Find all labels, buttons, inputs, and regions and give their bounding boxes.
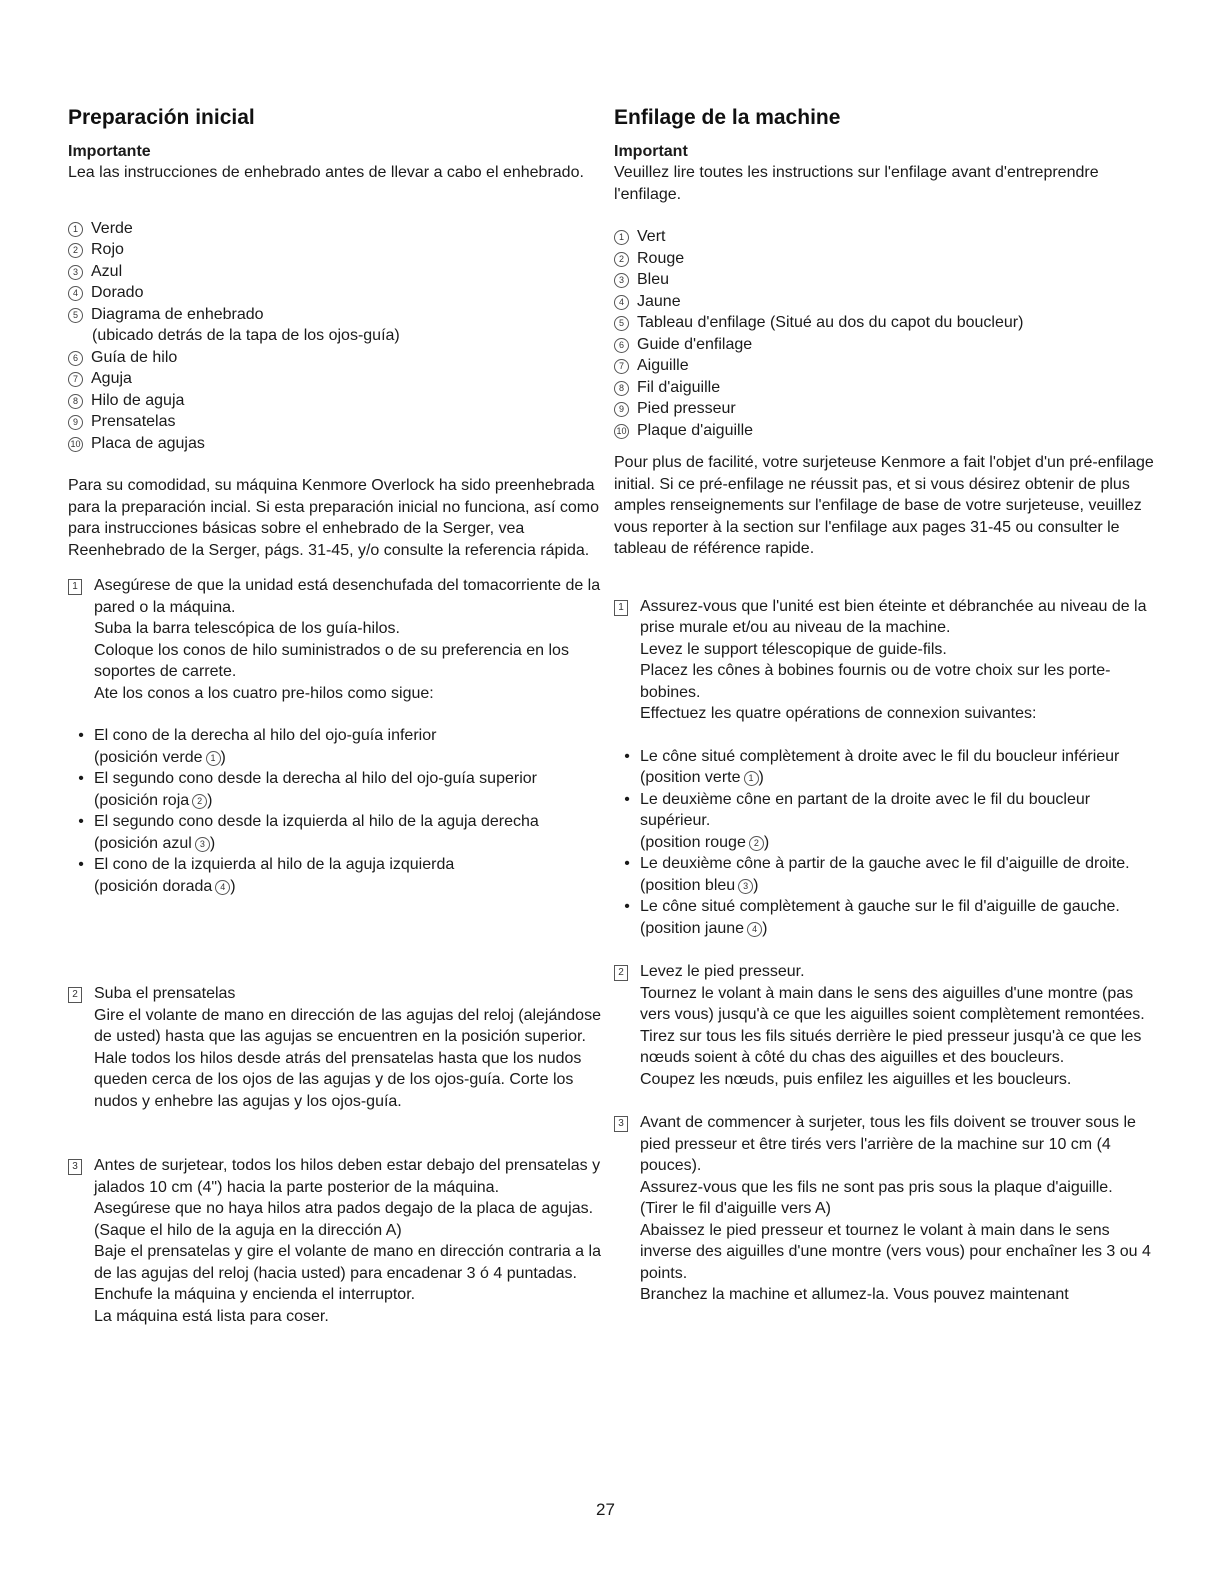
step-2-es: 2 Suba el prensatelas Gire el volante de mano en dirección de las agujas del reloj (alejándose de usted) hasta que las agujas se encuentren en la posición superior. Hale todos los hilos desde atrás del prensatelas hasta que los nudos queden cerca de los ojos de las agujas y de los ojos-guía. Corte los nudos y enhebre las agujas y los ojos-guía.: [68, 983, 613, 1112]
page-number: 27: [596, 1500, 615, 1519]
circled-number-icon: 2: [68, 243, 83, 258]
legend-item: 5 Tableau d'enfilage (Situé au dos du capot du boucleur): [614, 312, 1154, 334]
legend-item: 9 Pied presseur: [614, 398, 1154, 420]
list-item: • El cono de la derecha al hilo del ojo-guía inferior (posición verde 1 ): [78, 727, 437, 766]
legend-item: 4 Jaune: [614, 291, 1154, 313]
legend-item: 1 Vert: [614, 226, 1154, 248]
important-label-es: Importante: [68, 143, 151, 160]
important-text-es: Lea las instrucciones de enhebrado antes de llevar a cabo el enhebrado.: [68, 164, 584, 181]
step-2-fr: 2 Levez le pied presseur. Tournez le volant à main dans le sens des aiguilles d'une montre (pas vers vous) jusqu'à ce que les aiguilles soient complètement remontées. Tirez sur tous les fils situés derrière le pied presseur jusqu'à ce que les nœuds soient à côté du chas des aiguilles et des boucleurs. Coupez les nœuds, puis enfilez les aiguilles et les boucleurs.: [614, 961, 1154, 1090]
boxed-number-icon: 3: [68, 1159, 82, 1175]
french-column: [614, 104, 1154, 1306]
circled-number-icon: 2: [192, 794, 207, 809]
important-label-fr: Important: [614, 143, 688, 160]
list-item: • Le cône situé complètement à gauche sur le fil d'aiguille de gauche. (position jaune 4 ): [624, 898, 1120, 937]
spanish-column: [68, 104, 613, 1327]
legend-item: 4 Dorado: [68, 282, 613, 304]
circled-number-icon: 4: [215, 880, 230, 895]
circled-number-icon: 2: [749, 836, 764, 851]
step-1-es: 1 Asegúrese de que la unidad está desenchufada del tomacorriente de la pared o la máquina. Suba la barra telescópica de los guía-hilos. Coloque los conos de hilo suministrados o de su preferencia en los soportes de carrete. Ate los conos a los cuatro pre-hilos como sigue:: [68, 575, 613, 704]
cone-list-es: [68, 725, 613, 897]
circled-number-icon: 10: [614, 424, 629, 439]
legend-item: 3 Bleu: [614, 269, 1154, 291]
circled-number-icon: 9: [68, 415, 83, 430]
legend-item: 6 Guide d'enfilage: [614, 334, 1154, 356]
step-3-es: 3 Antes de surjetear, todos los hilos deben estar debajo del prensatelas y jalados 10 cm (4") hacia la parte posterior de la máquina. Asegúrese que no haya hilos atra pados degajo de la placa de agujas. (Saque el hilo de la aguja en la dirección A) Baje el prensatelas y gire el volante de mano en dirección contraria a la de las agujas del reloj (hacia usted) para encadenar 3 ó 4 puntadas. Enchufe la máquina y encienda el interruptor. La máquina está lista para coser.: [68, 1155, 613, 1327]
boxed-number-icon: 1: [614, 600, 628, 616]
circled-number-icon: 3: [614, 273, 629, 288]
legend-item: 7 Aiguille: [614, 355, 1154, 377]
legend-item: 10 Plaque d'aiguille: [614, 420, 1154, 442]
circled-number-icon: 1: [68, 222, 83, 237]
legend-item: 8 Hilo de aguja: [68, 390, 613, 412]
circled-number-icon: 6: [68, 351, 83, 366]
boxed-number-icon: 3: [614, 1116, 628, 1132]
boxed-number-icon: 2: [68, 987, 82, 1003]
legend-item: 6 Guía de hilo: [68, 347, 613, 369]
legend-item: 1 Verde: [68, 218, 613, 240]
legend-item: 3 Azul: [68, 261, 613, 283]
legend-item: 5 Diagrama de enhebrado (ubicado detrás de la tapa de los ojos-guía): [68, 304, 613, 347]
circled-number-icon: 10: [68, 437, 83, 452]
circled-number-icon: 7: [614, 359, 629, 374]
circled-number-icon: 5: [614, 316, 629, 331]
circled-number-icon: 8: [68, 394, 83, 409]
circled-number-icon: 8: [614, 381, 629, 396]
list-item: • Le cône situé complètement à droite avec le fil du boucleur inférieur (position verte 1 ): [624, 747, 1120, 786]
circled-number-icon: 6: [614, 338, 629, 353]
circled-number-icon: 4: [68, 286, 83, 301]
list-item: • Le deuxième cône à partir de la gauche avec le fil d'aiguille de droite. (position bleu 3 ): [624, 855, 1130, 894]
parts-legend-es: [68, 218, 613, 455]
list-item: • El segundo cono desde la derecha al hilo del ojo-guía superior (posición roja 2 ): [78, 770, 537, 809]
step-3-fr: 3 Avant de commencer à surjeter, tous les fils doivent se trouver sous le pied presseur et être tirés vers l'arrière de la machine sur 10 cm (4 pouces). Assurez-vous que les fils ne sont pas pris sous la plaque d'aiguille. (Tirer le fil d'aiguille vers A) Abaissez le pied presseur et tournez le volant à main dans le sens inverse des aiguilles d'une montre (vers vous) pour enchaîner les 3 ou 4 points. Branchez la machine et allumez-la. Vous pouvez maintenant: [614, 1112, 1154, 1306]
section-title-es: Preparación inicial: [68, 106, 255, 129]
list-item: • El segundo cono desde la izquierda al hilo de la aguja derecha (posición azul 3 ): [78, 813, 539, 852]
list-item: • El cono de la izquierda al hilo de la aguja izquierda (posición dorada 4 ): [78, 856, 455, 895]
circled-number-icon: 1: [744, 771, 759, 786]
boxed-number-icon: 1: [68, 579, 82, 595]
legend-item: 8 Fil d'aiguille: [614, 377, 1154, 399]
list-item: • Le deuxième cône en partant de la droite avec le fil du boucleur supérieur. (position rouge 2 ): [624, 790, 1091, 851]
legend-item: 2 Rouge: [614, 248, 1154, 270]
cone-list-fr: [614, 746, 1154, 940]
circled-number-icon: 3: [738, 879, 753, 894]
circled-number-icon: 1: [614, 230, 629, 245]
circled-number-icon: 4: [614, 295, 629, 310]
legend-item: 9 Prensatelas: [68, 411, 613, 433]
important-text-fr: Veuillez lire toutes les instructions sur l'enfilage avant d'entreprendre l'enfilage.: [614, 164, 1099, 203]
section-title-fr: Enfilage de la machine: [614, 106, 841, 129]
circled-number-icon: 3: [68, 265, 83, 280]
intro-paragraph-fr: Pour plus de facilité, votre surjeteuse Kenmore a fait l'objet d'un pré-enfilage initial. Si ce pré-enfilage ne réussit pas, et si vous désirez obtenir de plus amples renseignements sur l'enfilage de base de votre surjeteuse, veuillez vous reporter à la section sur l'enfilage aux pages 31-45 ou consulter le tableau de référence rapide.: [614, 454, 1154, 557]
legend-item: 7 Aguja: [68, 368, 613, 390]
intro-paragraph-es: Para su comodidad, su máquina Kenmore Overlock ha sido preenhebrada para la preparación incial. Si esta preparación inicial no funciona, así como para instrucciones básicas sobre el enhebrado de la Serger, vea Reenhebrado de la Serger, págs. 31-45, y/o consulte la referencia rápida.: [68, 477, 599, 559]
boxed-number-icon: 2: [614, 965, 628, 981]
circled-number-icon: 5: [68, 308, 83, 323]
parts-legend-fr: [614, 226, 1154, 441]
circled-number-icon: 7: [68, 372, 83, 387]
circled-number-icon: 3: [195, 837, 210, 852]
circled-number-icon: 2: [614, 252, 629, 267]
circled-number-icon: 4: [747, 922, 762, 937]
circled-number-icon: 9: [614, 402, 629, 417]
legend-item: 2 Rojo: [68, 239, 613, 261]
legend-item: 10 Placa de agujas: [68, 433, 613, 455]
step-1-fr: 1 Assurez-vous que l'unité est bien éteinte et débranchée au niveau de la prise murale et/ou au niveau de la machine. Levez le support télescopique de guide-fils. Placez les cônes à bobines fournis ou de votre choix sur les porte-bobines. Effectuez les quatre opérations de connexion suivantes:: [614, 596, 1154, 725]
circled-number-icon: 1: [206, 751, 221, 766]
